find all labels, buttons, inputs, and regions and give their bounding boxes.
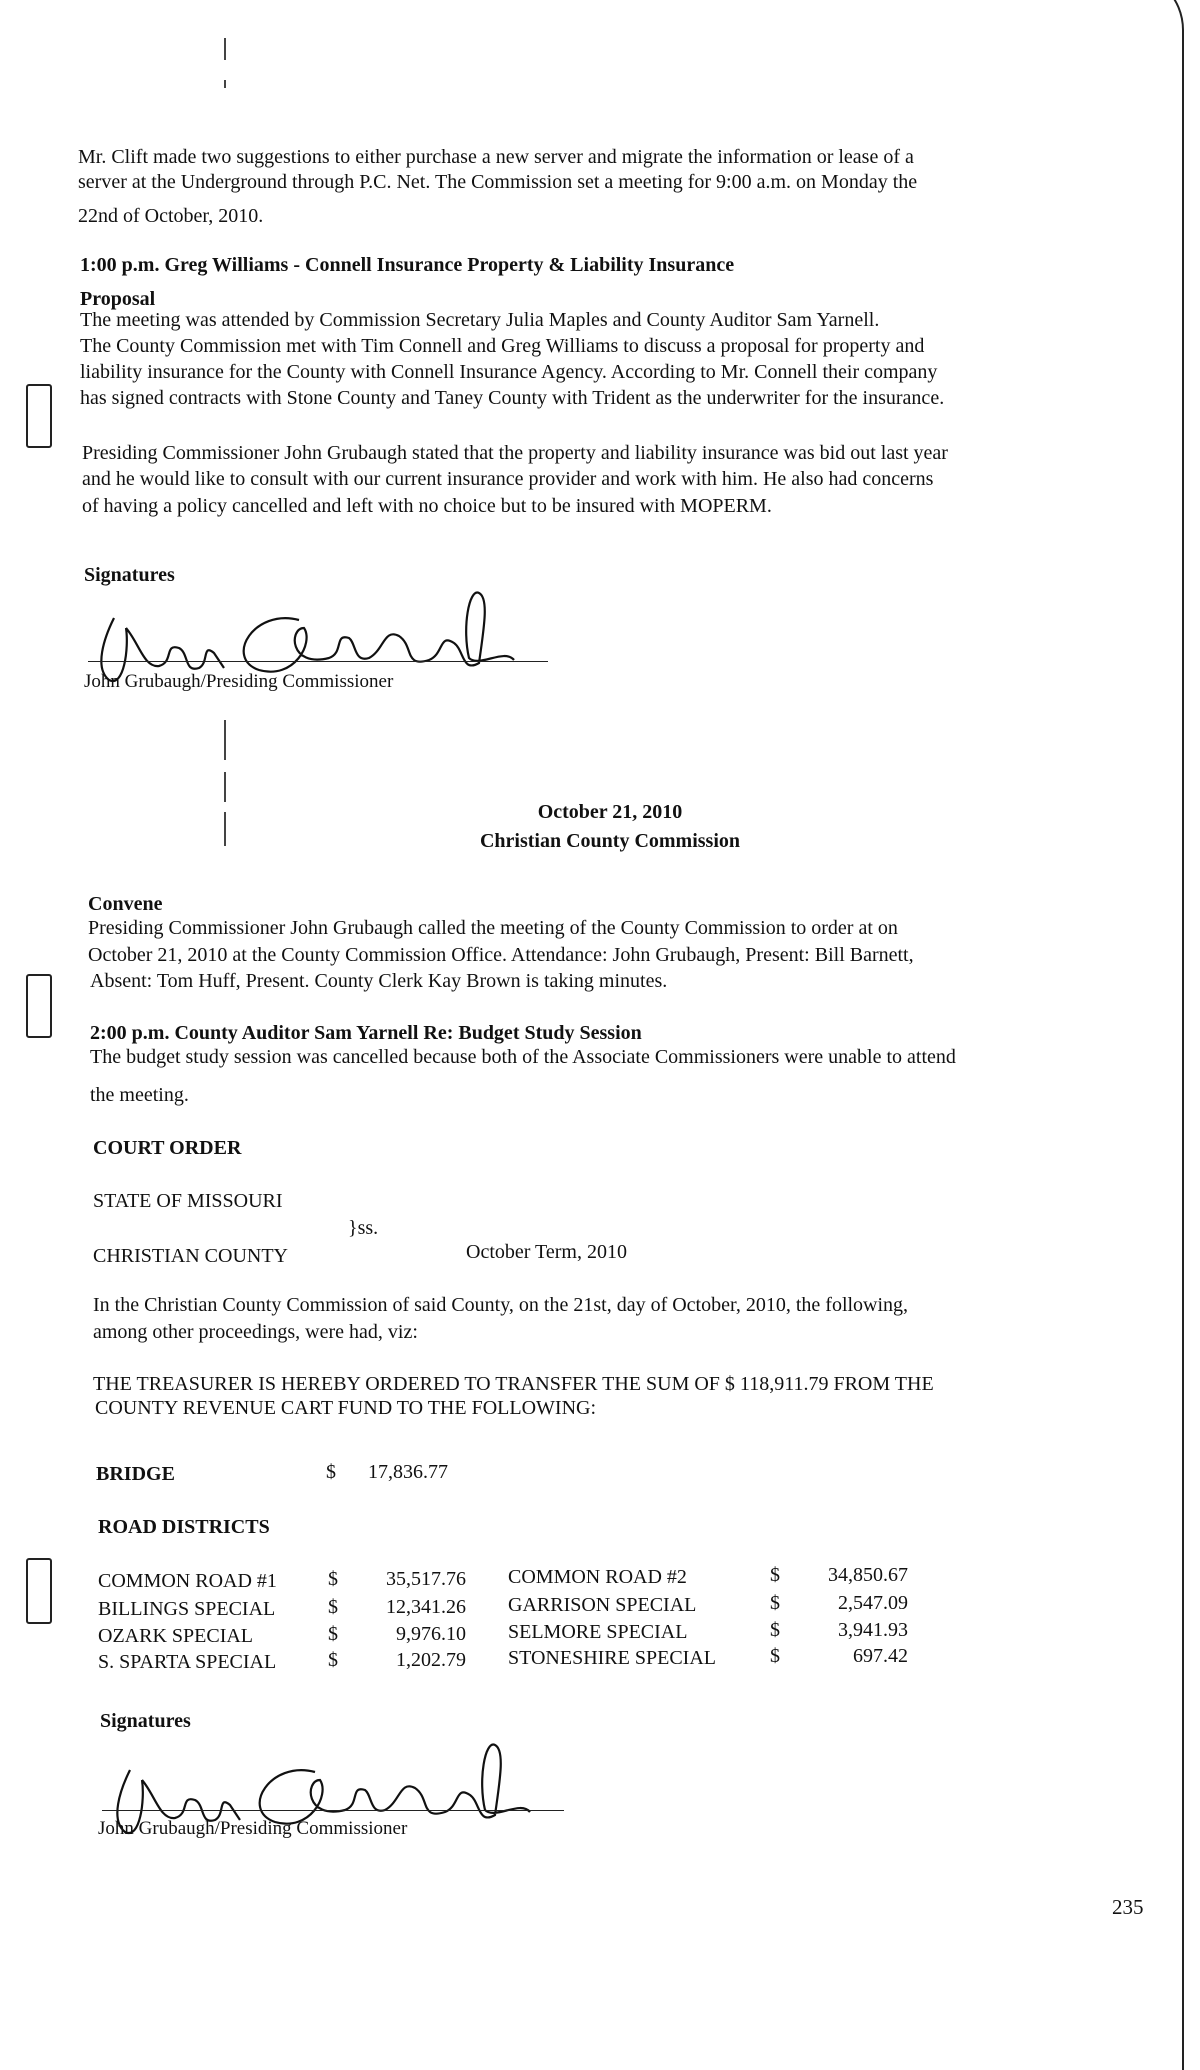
paragraph-line: has signed contracts with Stone County and Taney County with Trident as the underwriter for the insurance. bbox=[80, 387, 945, 409]
road-districts-heading: ROAD DISTRICTS bbox=[98, 1516, 270, 1538]
state-label: STATE OF MISSOURI bbox=[93, 1190, 283, 1212]
district-amount: 35,517.76 bbox=[386, 1568, 466, 1590]
district-amount: 3,941.93 bbox=[838, 1619, 908, 1641]
district-amount: 2,547.09 bbox=[838, 1592, 908, 1614]
signatures-label: Signatures bbox=[84, 564, 175, 586]
agenda-heading: 2:00 p.m. County Auditor Sam Yarnell Re: Budget Study Session bbox=[90, 1022, 642, 1044]
meeting-date: October 21, 2010 bbox=[537, 801, 683, 823]
agenda-heading: Proposal bbox=[80, 288, 156, 310]
bridge-label: BRIDGE bbox=[96, 1463, 175, 1485]
bridge-amount: 17,836.77 bbox=[368, 1461, 448, 1483]
district-amount: 9,976.10 bbox=[396, 1623, 466, 1645]
convene-heading: Convene bbox=[88, 893, 163, 915]
scan-mark bbox=[224, 80, 226, 88]
paragraph-line: liability insurance for the County with Connell Insurance Agency. According to Mr. Connell their company bbox=[80, 361, 938, 383]
signature-caption: John Grubaugh/Presiding Commissioner bbox=[98, 1818, 408, 1839]
district-name: SELMORE SPECIAL bbox=[508, 1621, 688, 1643]
district-currency: $ bbox=[770, 1645, 780, 1667]
district-currency: $ bbox=[328, 1649, 338, 1671]
agenda-heading: 1:00 p.m. Greg Williams - Connell Insurance Property & Liability Insurance bbox=[80, 254, 735, 276]
court-order-heading: COURT ORDER bbox=[93, 1137, 242, 1159]
district-currency: $ bbox=[328, 1568, 338, 1590]
paragraph-line: The County Commission met with Tim Connell and Greg Williams to discuss a proposal for property and bbox=[80, 335, 925, 357]
paragraph-line: and he would like to consult with our current insurance provider and work with him. He also had concerns bbox=[82, 468, 934, 490]
page-number: 235 bbox=[1112, 1895, 1144, 1919]
scan-mark bbox=[224, 38, 226, 60]
district-currency: $ bbox=[328, 1596, 338, 1618]
paragraph-line: October 21, 2010 at the County Commission Office. Attendance: John Grubaugh, Present: Bill Barnett, bbox=[88, 944, 914, 966]
district-currency: $ bbox=[770, 1564, 780, 1586]
ss-mark: }ss. bbox=[348, 1217, 379, 1239]
paragraph-line: of having a policy cancelled and left with no choice but to be insured with MOPERM. bbox=[82, 495, 772, 517]
bridge-currency: $ bbox=[326, 1461, 336, 1483]
scan-mark bbox=[224, 812, 226, 846]
district-name: STONESHIRE SPECIAL bbox=[508, 1647, 716, 1669]
signature-line bbox=[102, 1810, 564, 1811]
district-name: BILLINGS SPECIAL bbox=[98, 1598, 276, 1620]
district-amount: 697.42 bbox=[853, 1645, 908, 1667]
district-currency: $ bbox=[770, 1619, 780, 1641]
district-amount: 12,341.26 bbox=[386, 1596, 466, 1618]
district-currency: $ bbox=[770, 1592, 780, 1614]
paragraph-line: the meeting. bbox=[90, 1084, 189, 1106]
signatures-label: Signatures bbox=[100, 1710, 191, 1732]
paragraph-line: Presiding Commissioner John Grubaugh called the meeting of the County Commission to order at on bbox=[88, 917, 898, 939]
term-label: October Term, 2010 bbox=[466, 1241, 627, 1263]
scan-mark bbox=[224, 720, 226, 760]
district-name: COMMON ROAD #1 bbox=[98, 1570, 277, 1592]
paragraph-line: 22nd of October, 2010. bbox=[78, 205, 264, 227]
paragraph-line: Mr. Clift made two suggestions to either purchase a new server and migrate the information or lease of a bbox=[78, 146, 914, 168]
signature-caption: John Grubaugh/Presiding Commissioner bbox=[84, 671, 394, 692]
district-name: OZARK SPECIAL bbox=[98, 1625, 254, 1647]
margin-bracket bbox=[26, 384, 52, 448]
paragraph-line: server at the Underground through P.C. Net. The Commission set a meeting for 9:00 a.m. on Monday the bbox=[78, 171, 918, 193]
margin-bracket bbox=[26, 1558, 52, 1624]
district-name: COMMON ROAD #2 bbox=[508, 1566, 687, 1588]
paragraph-line: The budget study session was cancelled because both of the Associate Commissioners were unable to attend bbox=[90, 1046, 956, 1068]
district-amount: 1,202.79 bbox=[396, 1649, 466, 1671]
paragraph-line: In the Christian County Commission of said County, on the 21st, day of October, 2010, the following, bbox=[93, 1294, 909, 1316]
district-amount: 34,850.67 bbox=[828, 1564, 908, 1586]
district-name: GARRISON SPECIAL bbox=[508, 1594, 697, 1616]
order-directive: THE TREASURER IS HEREBY ORDERED TO TRANSFER THE SUM OF $ 118,911.79 FROM THE bbox=[93, 1373, 934, 1395]
paragraph-line: Absent: Tom Huff, Present. County Clerk Kay Brown is taking minutes. bbox=[90, 970, 668, 992]
meeting-body: Christian County Commission bbox=[479, 830, 741, 852]
scan-mark bbox=[224, 772, 226, 802]
paragraph-line: among other proceedings, were had, viz: bbox=[93, 1321, 418, 1343]
margin-bracket bbox=[26, 974, 52, 1038]
district-name: S. SPARTA SPECIAL bbox=[98, 1651, 277, 1673]
order-directive: COUNTY REVENUE CART FUND TO THE FOLLOWING: bbox=[95, 1397, 597, 1419]
paragraph-line: Presiding Commissioner John Grubaugh stated that the property and liability insurance was bid out last year bbox=[82, 442, 948, 464]
signature-line bbox=[88, 661, 548, 662]
county-label: CHRISTIAN COUNTY bbox=[93, 1245, 288, 1267]
paragraph-line: The meeting was attended by Commission Secretary Julia Maples and County Auditor Sam Yarnell. bbox=[80, 309, 880, 331]
district-currency: $ bbox=[328, 1623, 338, 1645]
